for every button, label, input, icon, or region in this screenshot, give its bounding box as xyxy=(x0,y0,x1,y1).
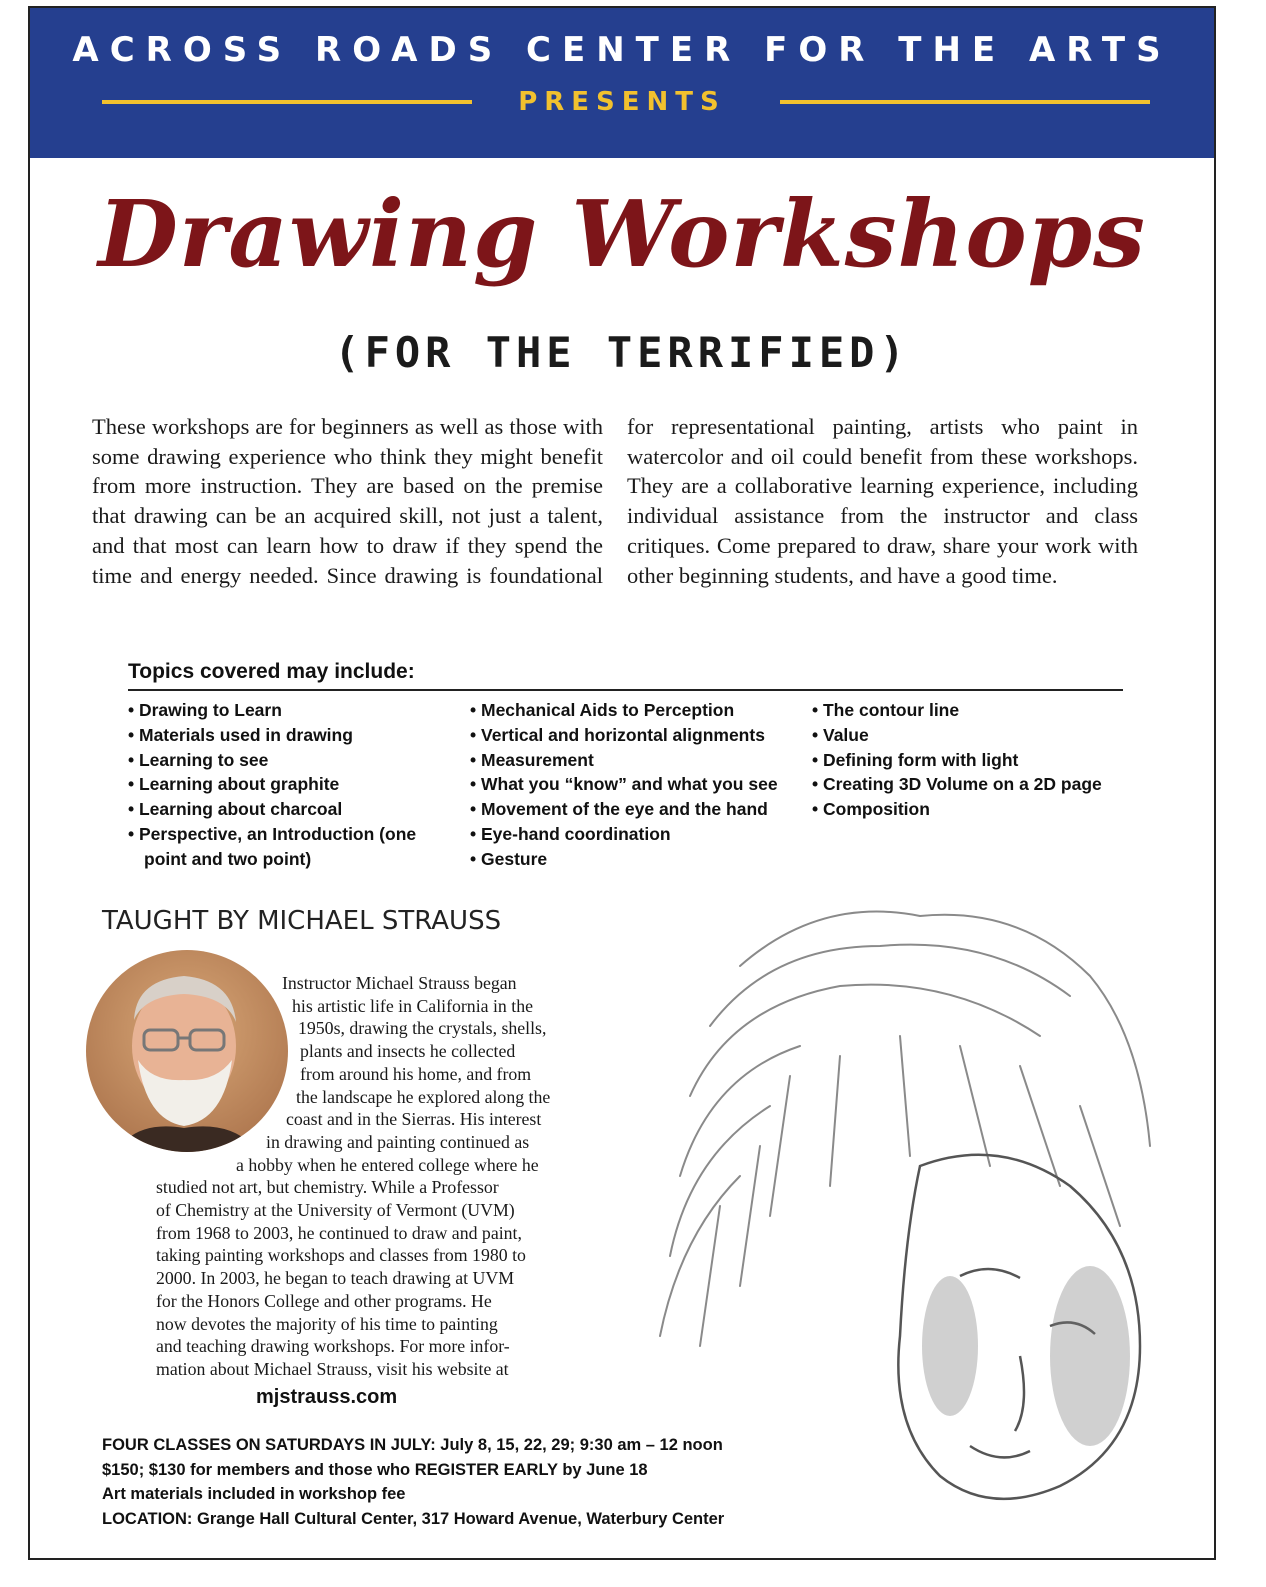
topic-item: • Gesture xyxy=(470,848,548,869)
topic-item: • What you “know” and what you see xyxy=(470,774,778,795)
topic-item: • Movement of the eye and the hand xyxy=(470,799,768,820)
topic-item: • Learning about charcoal xyxy=(128,799,343,820)
bio-line: of Chemistry at the University of Vermont (UVM) xyxy=(156,1200,515,1221)
topics-divider xyxy=(128,689,1123,691)
topic-item: • Composition xyxy=(812,799,930,820)
bio-line: plants and insects he collected xyxy=(300,1041,516,1062)
bio-line: now devotes the majority of his time to painting xyxy=(156,1313,498,1334)
topics-list-3 xyxy=(812,698,1152,822)
pencil-portrait-illustration xyxy=(620,886,1210,1556)
bio-line: the landscape he explored along the xyxy=(296,1086,551,1107)
bio-line: and teaching drawing workshops. For more infor- xyxy=(156,1336,510,1357)
topic-item: • Creating 3D Volume on a 2D page xyxy=(812,774,1102,795)
topic-item: • Value xyxy=(812,724,869,745)
topic-item: • Drawing to Learn xyxy=(128,700,282,720)
bio-line: mation about Michael Strauss, visit his website at xyxy=(156,1358,509,1379)
topic-item: • Vertical and horizontal alignments xyxy=(470,724,765,745)
bio-line: 2000. In 2003, he began to teach drawing at UVM xyxy=(156,1268,515,1289)
topic-item: • Perspective, an Introduction (one point and two point) xyxy=(128,823,417,869)
organization-name: ACROSS ROADS CENTER FOR THE ARTS xyxy=(72,30,1172,70)
flyer-frame xyxy=(28,6,1216,1560)
topic-item: • Eye-hand coordination xyxy=(470,823,671,844)
location-line: LOCATION: Grange Hall Cultural Center, 317 Howard Avenue, Waterbury Center xyxy=(102,1509,725,1528)
bio-line: studied not art, but chemistry. While a Professor xyxy=(156,1177,499,1198)
intro-paragraph: These workshops are for beginners as well as those with some drawing experience who think they might benefit from more instruction. They are based on the premise that drawing can be an acquired skill, not just a talent, and that most can learn how to draw if they spend the time and energy needed. Since drawing is foundational for representational painting, artists who paint in watercolor and oil could benefit from these workshops. They are a collaborative learning experience, including individual assistance from the instructor and class critiques. Come prepared to draw, share your work with other beginning students, and have a good time. xyxy=(92,414,1138,588)
bio-line: a hobby when he entered college where he xyxy=(236,1154,539,1175)
bio-line: 1950s, drawing the crystals, shells, xyxy=(298,1018,547,1039)
topic-item: • Defining form with light xyxy=(812,749,1019,770)
bio-line: taking painting workshops and classes from 1980 to xyxy=(156,1245,526,1266)
topic-item: • Materials used in drawing xyxy=(128,724,353,745)
schedule-line: FOUR CLASSES ON SATURDAYS IN JULY: July 8, 15, 22, 29; 9:30 am – 12 noon xyxy=(102,1436,723,1454)
bio-line: from around his home, and from xyxy=(300,1063,532,1084)
header-banner xyxy=(30,8,1214,158)
instructor-bio xyxy=(156,972,586,1381)
topics-heading: Topics covered may include: xyxy=(128,660,415,683)
gold-rule-right xyxy=(780,100,1150,104)
bio-line: for the Honors College and other programs. He xyxy=(156,1290,492,1311)
bio-line: his artistic life in California in the xyxy=(292,995,533,1016)
price-line: $150; $130 for members and those who REGISTER EARLY by June 18 xyxy=(102,1460,648,1479)
bio-line: in drawing and painting continued as xyxy=(266,1131,530,1152)
materials-line: Art materials included in workshop fee xyxy=(102,1485,406,1504)
topics-list-1 xyxy=(128,698,468,872)
bio-line: coast and in the Sierras. His interest xyxy=(286,1109,542,1130)
page-title: Drawing Workshops xyxy=(98,180,1146,288)
topic-item: • Learning to see xyxy=(128,749,269,770)
topic-item: • Mechanical Aids to Perception xyxy=(470,700,735,720)
topic-item: • Measurement xyxy=(470,749,594,770)
bio-line: from 1968 to 2003, he continued to draw and paint, xyxy=(156,1222,522,1243)
presents-label: PRESENTS xyxy=(518,87,726,117)
instructor-heading: TAUGHT BY MICHAEL STRAUSS xyxy=(102,906,502,936)
bio-line: Instructor Michael Strauss began xyxy=(282,973,517,993)
topic-item: • Learning about graphite xyxy=(128,774,340,795)
topics-list-2 xyxy=(470,698,810,872)
page-subtitle: (FOR THE TERRIFIED) xyxy=(334,328,910,377)
website-link[interactable]: mjstrauss.com xyxy=(256,1386,398,1408)
topic-item: • The contour line xyxy=(812,700,960,720)
